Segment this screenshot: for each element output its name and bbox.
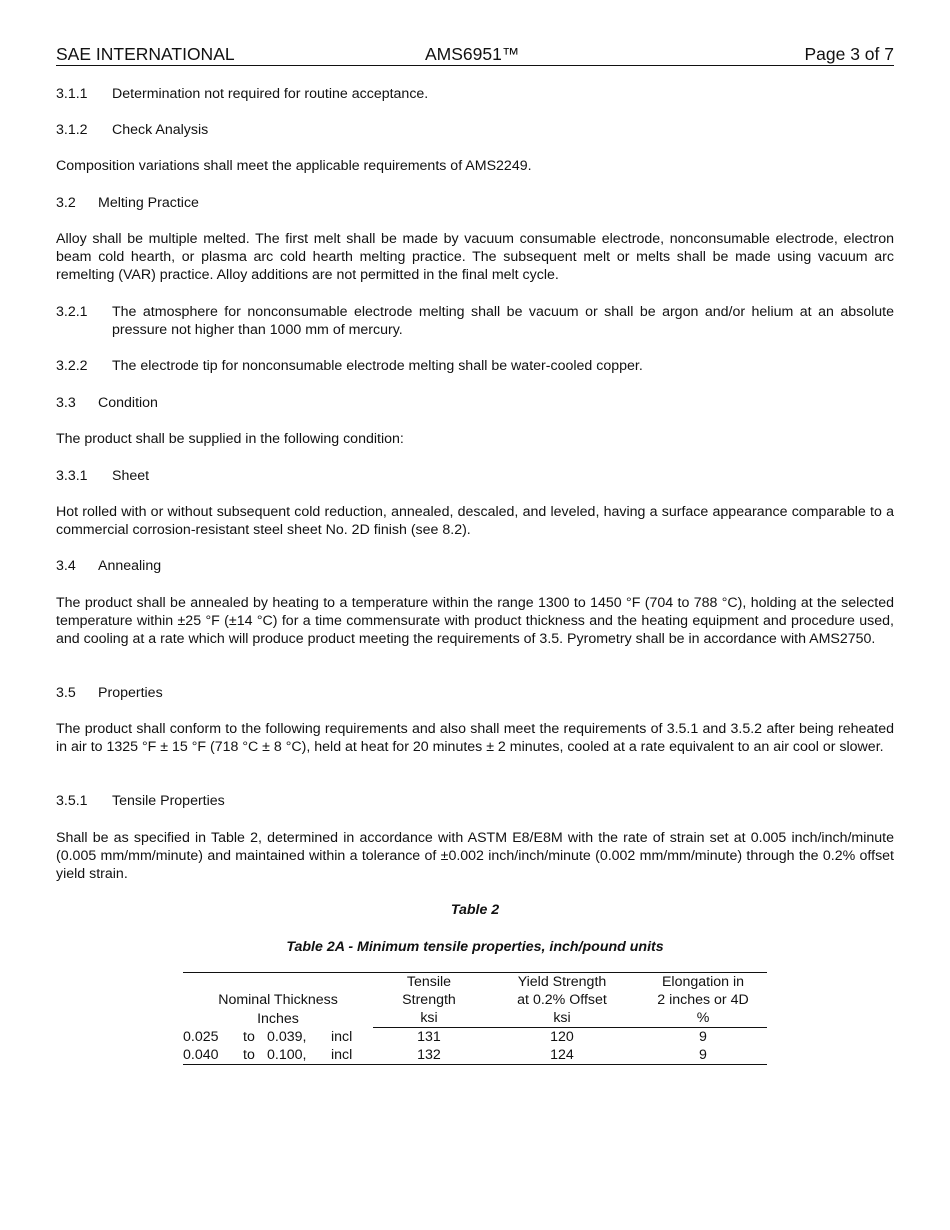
table-row xyxy=(183,1046,767,1065)
thickness-to: 0.039, xyxy=(267,1029,307,1045)
paragraph: The product shall conform to the following requirements and also shall meet the requirements of 3.5.1 and 3.5.2 after being reheated in air to 1325 °F ± 15 °F (718 °C ± 8 °C), held at heat for 20 minutes ± 2 minutes, cooled at a rate equivalent to an air cool or slower. xyxy=(56,721,894,755)
section-heading: Properties xyxy=(98,685,163,701)
header-page-number: Page 3 of 7 xyxy=(804,44,894,64)
elongation-cell: 9 xyxy=(699,1029,707,1045)
section-heading: Melting Practice xyxy=(98,195,199,211)
tensile-properties-table xyxy=(183,972,767,1065)
section-number: 3.1.2 xyxy=(56,122,88,138)
header-yield-line2: at 0.2% Offset xyxy=(517,992,607,1008)
header-thickness-unit: Inches xyxy=(257,1010,299,1027)
tensile-cell: 132 xyxy=(373,1046,485,1065)
yield-cell: 124 xyxy=(485,1046,639,1065)
section-number: 3.5 xyxy=(56,685,76,701)
thickness-incl: incl xyxy=(331,1047,353,1063)
thickness-cell xyxy=(183,1028,373,1047)
section-number: 3.3 xyxy=(56,395,76,411)
section-number: 3.2.1 xyxy=(56,304,88,320)
table-subtitle: Table 2A - Minimum tensile properties, inch/pound units xyxy=(286,939,664,955)
thickness-to-word: to xyxy=(243,1029,255,1045)
paragraph: Shall be as specified in Table 2, determined in accordance with ASTM E8/E8M with the rate of strain set at 0.005 inch/inch/minute (0.005 mm/mm/minute) and maintained within a tolerance of ±0.002 inch/inch/minute (0.002 mm/mm/minute) through the 0.2% offset yield strain. xyxy=(56,830,894,882)
section-number: 3.5.1 xyxy=(56,793,88,809)
table-row xyxy=(183,1028,767,1047)
tensile-cell: 131 xyxy=(417,1029,441,1045)
section-number: 3.4 xyxy=(56,558,76,574)
section-heading: Annealing xyxy=(98,558,162,574)
header-elong-line1: Elongation in xyxy=(639,973,767,992)
paragraph: The product shall be supplied in the following condition: xyxy=(56,431,404,447)
section-number: 3.2.2 xyxy=(56,358,88,374)
header-tensile-line1: Tensile xyxy=(373,973,485,992)
header-yield-unit: ksi xyxy=(485,1009,639,1028)
section-text: The atmosphere for nonconsumable electrode melting shall be vacuum or shall be argon and/or helium at an absolute pressure not higher than 1000 mm of mercury. xyxy=(112,304,894,338)
header-elong-line2: 2 inches or 4D xyxy=(657,992,749,1008)
thickness-to: 0.100, xyxy=(267,1047,307,1063)
paragraph: Alloy shall be multiple melted. The first melt shall be made by vacuum consumable electrode, nonconsumable electrode, electron beam cold hearth, or plasma arc cold hearth melting practice. The subsequent melt or melts shall be made using vacuum arc remelting (VAR) practice. Alloy additions are not permitted in the final melt cycle. xyxy=(56,231,894,283)
paragraph: Composition variations shall meet the applicable requirements of AMS2249. xyxy=(56,158,532,174)
section-text: The electrode tip for nonconsumable electrode melting shall be water-cooled copper. xyxy=(112,358,643,374)
section-number: 3.1.1 xyxy=(56,86,88,102)
thickness-to-word: to xyxy=(243,1047,255,1063)
header-doc-number: AMS6951™ xyxy=(425,44,520,64)
header-tensile-unit: ksi xyxy=(373,1009,485,1028)
elongation-cell: 9 xyxy=(639,1046,767,1065)
section-heading: Tensile Properties xyxy=(112,793,225,809)
paragraph: Hot rolled with or without subsequent cold reduction, annealed, descaled, and leveled, having a surface appearance comparable to a commercial corrosion-resistant steel sheet No. 2D finish (see 8.2). xyxy=(56,504,894,538)
section-heading: Sheet xyxy=(112,468,150,484)
table-header-row xyxy=(183,973,767,992)
header-elong-unit: % xyxy=(639,1009,767,1028)
section-number: 3.2 xyxy=(56,195,76,211)
thickness-from: 0.025 xyxy=(183,1029,219,1045)
section-heading: Condition xyxy=(98,395,158,411)
header-thickness: Nominal Thickness xyxy=(183,973,373,1010)
header-tensile-line2: Strength xyxy=(402,992,456,1008)
table-header-row xyxy=(183,1009,767,1028)
table-title: Table 2 xyxy=(450,902,500,918)
thickness-incl: incl xyxy=(331,1029,353,1045)
thickness-cell xyxy=(183,1046,373,1065)
thickness-from: 0.040 xyxy=(183,1047,219,1063)
section-text: Determination not required for routine acceptance. xyxy=(112,86,429,102)
page-header xyxy=(56,44,894,66)
header-yield-line1: Yield Strength xyxy=(485,973,639,992)
section-number: 3.3.1 xyxy=(56,468,88,484)
yield-cell: 120 xyxy=(550,1029,574,1045)
header-org: SAE INTERNATIONAL xyxy=(56,44,235,64)
section-heading: Check Analysis xyxy=(112,122,209,138)
paragraph: The product shall be annealed by heating to a temperature within the range 1300 to 1450 °F (704 to 788 °C), holding at the selected temperature within ±25 °F (±14 °C) for a time commensurate with product thickness and the heating equipment and procedure used, and cooling at a rate which will produce product meeting the requirements of 3.5. Pyrometry shall be in accordance with AMS2750. xyxy=(56,595,894,647)
